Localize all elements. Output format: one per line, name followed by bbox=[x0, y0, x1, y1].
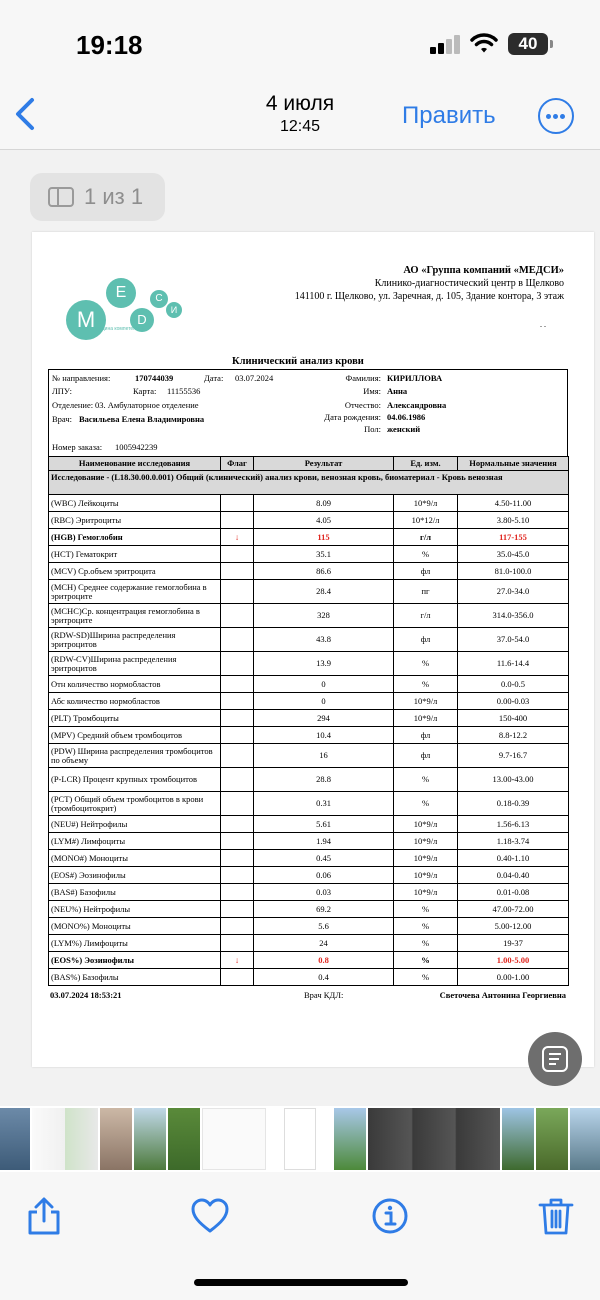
result-norm: 0.00-1.00 bbox=[458, 969, 569, 986]
result-flag bbox=[221, 816, 254, 833]
result-unit: % bbox=[394, 935, 458, 952]
header-flag: Флаг bbox=[221, 457, 254, 471]
section-label: Исследование - (L18.30.00.0.001) Общий (клинический) анализ крови, венозная кровь, биоматериал - Кровь венозная bbox=[49, 471, 569, 495]
result-norm: 1.56-6.13 bbox=[458, 816, 569, 833]
result-value: 4.05 bbox=[254, 512, 394, 529]
result-name: (MONO#) Моноциты bbox=[49, 850, 221, 867]
result-name: (NEU%) Нейтрофилы bbox=[49, 901, 221, 918]
live-text-button[interactable] bbox=[528, 1032, 582, 1086]
result-norm: 0.04-0.40 bbox=[458, 867, 569, 884]
result-flag: ↓ bbox=[221, 529, 254, 546]
surname-value: КИРИЛЛОВА bbox=[387, 373, 443, 383]
result-flag: ↓ bbox=[221, 952, 254, 969]
result-flag bbox=[221, 935, 254, 952]
thumbnail[interactable] bbox=[202, 1108, 266, 1170]
result-value: 294 bbox=[254, 710, 394, 727]
thumbnail-strip bbox=[0, 1106, 600, 1172]
result-flag bbox=[221, 884, 254, 901]
status-bar bbox=[0, 0, 600, 80]
result-value: 28.4 bbox=[254, 580, 394, 604]
result-flag bbox=[221, 676, 254, 693]
result-unit: г/л bbox=[394, 529, 458, 546]
result-name: (MCHC)Ср. концентрация гемоглобина в эритроците bbox=[49, 604, 221, 628]
result-flag bbox=[221, 495, 254, 512]
result-unit: 10*9/л bbox=[394, 495, 458, 512]
logo-bubble-s: С bbox=[150, 290, 168, 308]
status-time: 19:18 bbox=[76, 30, 143, 60]
result-name: (EOS#) Эозинофилы bbox=[49, 867, 221, 884]
doctor-label: Врач: bbox=[52, 414, 72, 424]
result-value: 10.4 bbox=[254, 727, 394, 744]
patronymic-value: Александровна bbox=[387, 400, 447, 410]
result-name: (MCV) Ср.объем эритроцита bbox=[49, 563, 221, 580]
result-name: (HCT) Гематокрит bbox=[49, 546, 221, 563]
table-row bbox=[49, 744, 569, 768]
table-row bbox=[49, 628, 569, 652]
lpu-label: ЛПУ: bbox=[52, 386, 72, 396]
thumbnail-current[interactable] bbox=[284, 1108, 316, 1170]
result-unit: 10*9/л bbox=[394, 693, 458, 710]
result-norm: 81.0-100.0 bbox=[458, 563, 569, 580]
result-flag bbox=[221, 652, 254, 676]
result-value: 8.09 bbox=[254, 495, 394, 512]
table-row bbox=[49, 676, 569, 693]
result-unit: фл bbox=[394, 563, 458, 580]
table-row bbox=[49, 580, 569, 604]
result-unit: % bbox=[394, 918, 458, 935]
result-value: 0.31 bbox=[254, 792, 394, 816]
table-row bbox=[49, 710, 569, 727]
table-row bbox=[49, 850, 569, 867]
result-name: (WBC) Лейкоциты bbox=[49, 495, 221, 512]
result-unit: фл bbox=[394, 628, 458, 652]
result-flag bbox=[221, 792, 254, 816]
medsi-logo bbox=[64, 268, 194, 348]
result-norm: 9.7-16.7 bbox=[458, 744, 569, 768]
table-row bbox=[49, 952, 569, 969]
nav-bar bbox=[0, 80, 600, 150]
org-header bbox=[295, 264, 564, 303]
result-name: (HGB) Гемоглобин bbox=[49, 529, 221, 546]
result-value: 5.61 bbox=[254, 816, 394, 833]
header-result: Результат bbox=[254, 457, 394, 471]
result-value: 13.9 bbox=[254, 652, 394, 676]
document-photo bbox=[32, 232, 594, 1067]
nav-title bbox=[200, 92, 400, 136]
result-name: (BAS%) Базофилы bbox=[49, 969, 221, 986]
thumbnail[interactable] bbox=[502, 1108, 534, 1170]
result-name: (LYM#) Лимфоциты bbox=[49, 833, 221, 850]
page-counter[interactable] bbox=[30, 173, 165, 221]
result-name: (P-LCR) Процент крупных тромбоцитов bbox=[49, 768, 221, 792]
result-norm: 1.00-5.00 bbox=[458, 952, 569, 969]
result-flag bbox=[221, 867, 254, 884]
result-name: Отн количество нормобластов bbox=[49, 676, 221, 693]
result-unit: фл bbox=[394, 744, 458, 768]
result-norm: 27.0-34.0 bbox=[458, 580, 569, 604]
result-unit: % bbox=[394, 969, 458, 986]
result-unit: пг bbox=[394, 580, 458, 604]
photo-time: 12:45 bbox=[279, 118, 321, 135]
result-flag bbox=[221, 563, 254, 580]
referral-number: 170744039 bbox=[135, 373, 174, 383]
table-row bbox=[49, 816, 569, 833]
name-value: Анна bbox=[387, 386, 408, 396]
patronymic-label: Отчество: bbox=[344, 400, 381, 410]
wifi-icon bbox=[470, 31, 498, 55]
result-value: 5.6 bbox=[254, 918, 394, 935]
result-norm: 150-400 bbox=[458, 710, 569, 727]
result-flag bbox=[221, 918, 254, 935]
cellular-signal-icon bbox=[430, 34, 462, 54]
result-flag bbox=[221, 969, 254, 986]
result-norm: 314.0-356.0 bbox=[458, 604, 569, 628]
thumbnail[interactable] bbox=[32, 1108, 98, 1170]
table-row bbox=[49, 935, 569, 952]
dob-value: 04.06.1986 bbox=[387, 412, 426, 422]
result-unit: % bbox=[394, 792, 458, 816]
result-norm: 11.6-14.4 bbox=[458, 652, 569, 676]
result-name: (PCT) Общий объем тромбоцитов в крови (тромбоцитокрит) bbox=[49, 792, 221, 816]
result-name: (PLT) Тромбоциты bbox=[49, 710, 221, 727]
result-flag bbox=[221, 580, 254, 604]
card-label: Карта: bbox=[133, 386, 157, 396]
photo-date: 4 июля bbox=[265, 92, 335, 115]
logo-bubble-i: И bbox=[166, 302, 182, 318]
table-row bbox=[49, 969, 569, 986]
table-row bbox=[49, 652, 569, 676]
table-header-row bbox=[49, 457, 569, 471]
result-unit: 10*9/л bbox=[394, 850, 458, 867]
result-flag bbox=[221, 693, 254, 710]
table-row bbox=[49, 867, 569, 884]
result-flag bbox=[221, 833, 254, 850]
result-unit: г/л bbox=[394, 604, 458, 628]
table-row bbox=[49, 512, 569, 529]
result-value: 0.45 bbox=[254, 850, 394, 867]
thumbnail[interactable] bbox=[334, 1108, 366, 1170]
result-name: (MONO%) Моноциты bbox=[49, 918, 221, 935]
result-norm: 8.8-12.2 bbox=[458, 727, 569, 744]
result-flag bbox=[221, 727, 254, 744]
result-unit: фл bbox=[394, 727, 458, 744]
table-row bbox=[49, 693, 569, 710]
org-center: Клинико-диагностический центр в Щелково bbox=[374, 278, 564, 289]
result-norm: 0.01-0.08 bbox=[458, 884, 569, 901]
table-row bbox=[49, 604, 569, 628]
home-indicator bbox=[194, 1279, 408, 1286]
result-unit: % bbox=[394, 652, 458, 676]
result-unit: % bbox=[394, 768, 458, 792]
back-chevron-icon[interactable] bbox=[8, 94, 42, 134]
doctor-name: Васильева Елена Владимировна bbox=[79, 414, 205, 424]
result-value: 0 bbox=[254, 676, 394, 693]
page-icon bbox=[48, 187, 74, 207]
result-value: 16 bbox=[254, 744, 394, 768]
page-counter-label: 1 из 1 bbox=[84, 184, 144, 209]
result-flag bbox=[221, 546, 254, 563]
result-value: 69.2 bbox=[254, 901, 394, 918]
result-norm: 5.00-12.00 bbox=[458, 918, 569, 935]
live-text-icon bbox=[542, 1046, 568, 1072]
result-unit: 10*9/л bbox=[394, 833, 458, 850]
report-title: Клинический анализ крови bbox=[232, 356, 364, 367]
result-unit: 10*12/л bbox=[394, 512, 458, 529]
more-icon[interactable] bbox=[538, 98, 574, 134]
result-unit: % bbox=[394, 901, 458, 918]
thumbnail[interactable] bbox=[536, 1108, 568, 1170]
result-name: (RDW-SD)Ширина распределения эритроцитов bbox=[49, 628, 221, 652]
result-value: 328 bbox=[254, 604, 394, 628]
result-norm: 3.80-5.10 bbox=[458, 512, 569, 529]
result-name: (EOS%) Эозинофилы bbox=[49, 952, 221, 969]
org-dots: . . bbox=[540, 320, 546, 329]
name-label: Имя: bbox=[363, 386, 381, 396]
card-number: 11155536 bbox=[167, 386, 201, 396]
thumbnail[interactable] bbox=[368, 1108, 500, 1170]
logo-bubble-m: М bbox=[66, 300, 106, 340]
org-address: 141100 г. Щелково, ул. Заречная, д. 105, Здание контора, 3 этаж bbox=[294, 291, 564, 302]
result-value: 43.8 bbox=[254, 628, 394, 652]
result-value: 0.06 bbox=[254, 867, 394, 884]
result-name: (RBC) Эритроциты bbox=[49, 512, 221, 529]
result-unit: 10*9/л bbox=[394, 816, 458, 833]
share-icon[interactable] bbox=[24, 1196, 64, 1236]
logo-bubble-e: Е bbox=[106, 278, 136, 308]
result-unit: 10*9/л bbox=[394, 867, 458, 884]
header-unit: Ед. изм. bbox=[394, 457, 458, 471]
table-row bbox=[49, 884, 569, 901]
table-row bbox=[49, 792, 569, 816]
table-row bbox=[49, 563, 569, 580]
result-value: 1.94 bbox=[254, 833, 394, 850]
table-row bbox=[49, 833, 569, 850]
result-value: 0.03 bbox=[254, 884, 394, 901]
result-name: (LYM%) Лимфоциты bbox=[49, 935, 221, 952]
result-norm: 0.40-1.10 bbox=[458, 850, 569, 867]
result-value: 28.8 bbox=[254, 768, 394, 792]
thumbnail[interactable] bbox=[168, 1108, 200, 1170]
result-norm: 19-37 bbox=[458, 935, 569, 952]
result-norm: 13.00-43.00 bbox=[458, 768, 569, 792]
result-flag bbox=[221, 604, 254, 628]
result-value: 0 bbox=[254, 693, 394, 710]
result-norm: 4.50-11.00 bbox=[458, 495, 569, 512]
dept-label: Отделение: bbox=[52, 400, 94, 410]
table-row bbox=[49, 495, 569, 512]
result-norm: 0.00-0.03 bbox=[458, 693, 569, 710]
result-flag bbox=[221, 628, 254, 652]
result-flag bbox=[221, 710, 254, 727]
result-norm: 35.0-45.0 bbox=[458, 546, 569, 563]
org-name: АО «Группа компаний «МЕДСИ» bbox=[403, 265, 564, 276]
result-flag bbox=[221, 901, 254, 918]
heart-icon[interactable] bbox=[190, 1196, 230, 1236]
result-value: 0.4 bbox=[254, 969, 394, 986]
sex-label: Пол: bbox=[364, 424, 381, 434]
result-unit: 10*9/л bbox=[394, 884, 458, 901]
thumbnail[interactable] bbox=[100, 1108, 132, 1170]
result-name: Абс количество нормобластов bbox=[49, 693, 221, 710]
result-flag bbox=[221, 768, 254, 792]
result-norm: 37.0-54.0 bbox=[458, 628, 569, 652]
result-norm: 0.18-0.39 bbox=[458, 792, 569, 816]
battery-tip bbox=[550, 40, 553, 48]
info-icon[interactable] bbox=[370, 1196, 410, 1236]
trash-icon[interactable] bbox=[536, 1196, 576, 1236]
dept-value: 03. Амбулаторное отделение bbox=[95, 400, 199, 410]
footer-datetime: 03.07.2024 18:53:21 bbox=[50, 990, 122, 1000]
result-norm: 0.0-0.5 bbox=[458, 676, 569, 693]
result-name: (PDW) Ширина распределения тромбоцитов по объему bbox=[49, 744, 221, 768]
table-row bbox=[49, 529, 569, 546]
result-flag bbox=[221, 512, 254, 529]
table-row bbox=[49, 768, 569, 792]
result-name: (RDW-CV)Ширина распределения эритроцитов bbox=[49, 652, 221, 676]
result-value: 115 bbox=[254, 529, 394, 546]
result-value: 0.8 bbox=[254, 952, 394, 969]
kdl-label: Врач КДЛ: bbox=[304, 990, 344, 1000]
logo-tagline: медицина компетенций bbox=[90, 326, 145, 332]
result-unit: % bbox=[394, 676, 458, 693]
result-norm: 1.18-3.74 bbox=[458, 833, 569, 850]
header-norm: Нормальные значения bbox=[458, 457, 569, 471]
result-name: (MPV) Средний объем тромбоцитов bbox=[49, 727, 221, 744]
sex-value: женский bbox=[387, 424, 421, 434]
result-value: 86.6 bbox=[254, 563, 394, 580]
result-norm: 117-155 bbox=[458, 529, 569, 546]
thumbnail[interactable] bbox=[134, 1108, 166, 1170]
result-flag bbox=[221, 850, 254, 867]
thumbnail[interactable] bbox=[0, 1108, 30, 1170]
table-row bbox=[49, 918, 569, 935]
result-unit: 10*9/л bbox=[394, 710, 458, 727]
dob-label: Дата рождения: bbox=[324, 412, 381, 422]
result-norm: 47.00-72.00 bbox=[458, 901, 569, 918]
result-unit: % bbox=[394, 546, 458, 563]
result-value: 35.1 bbox=[254, 546, 394, 563]
thumbnail[interactable] bbox=[570, 1108, 600, 1170]
result-name: (BAS#) Базофилы bbox=[49, 884, 221, 901]
referral-label: № направления: bbox=[52, 373, 111, 383]
edit-button[interactable]: Править bbox=[402, 102, 496, 129]
result-flag bbox=[221, 744, 254, 768]
result-unit: % bbox=[394, 952, 458, 969]
order-number: 1005942239 bbox=[115, 442, 158, 452]
header-test-name: Наименование исследования bbox=[49, 457, 221, 471]
surname-label: Фамилия: bbox=[345, 373, 381, 383]
logo-bubble-d: D bbox=[130, 308, 154, 332]
report-date: 03.07.2024 bbox=[235, 373, 274, 383]
result-name: (NEU#) Нейтрофилы bbox=[49, 816, 221, 833]
kdl-doctor: Светочева Антонина Георгиевна bbox=[439, 990, 566, 1000]
table-row bbox=[49, 901, 569, 918]
order-label: Номер заказа: bbox=[52, 442, 103, 452]
section-row bbox=[49, 471, 569, 495]
battery-icon: 40 bbox=[508, 33, 548, 55]
result-value: 24 bbox=[254, 935, 394, 952]
table-row bbox=[49, 546, 569, 563]
table-row bbox=[49, 727, 569, 744]
result-name: (MCH) Среднее содержание гемоглобина в эритроците bbox=[49, 580, 221, 604]
results-table bbox=[48, 456, 569, 986]
date-label: Дата: bbox=[204, 373, 224, 383]
